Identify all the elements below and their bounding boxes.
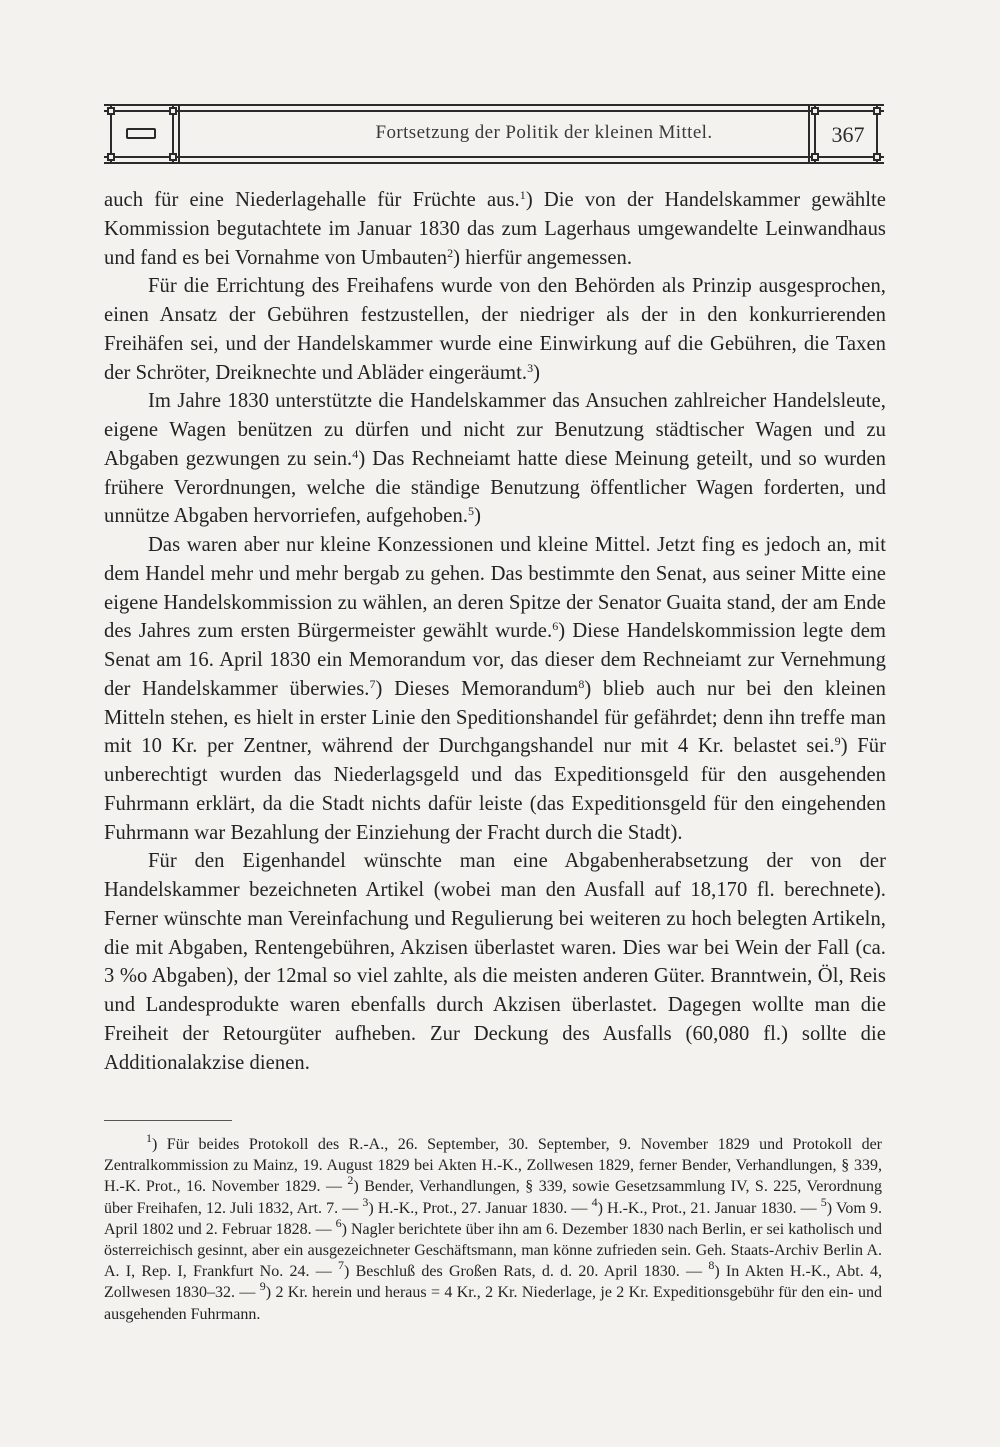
footnote-divider	[104, 1120, 232, 1121]
paragraph	[104, 186, 886, 272]
page-title: Fortsetzung der Politik der kleinen Mittel.	[375, 122, 713, 143]
paragraph	[104, 847, 886, 1077]
footnote-marker: 7	[369, 676, 376, 691]
footnote-marker: 5	[820, 1194, 827, 1209]
text-run: Für den Eigenhandel wünschte man eine Abgabenherabsetzung der von der Handelskammer bezeichneten Artikel (wobei man den Ausfall auf 18,170 fl. berechnete). Ferner wünschte man Vereinfachung und Regulierung bei weiteren zu hoch belegten Artikeln, die mit Abgaben, Rentengebühren, Akzisen überlastet waren. Dies war bei Wein der Fall (ca. 3 %o Abgaben), der 12mal so viel zahlte, als die meisten anderen Güter. Branntwein, Öl, Reis und Landesprodukte waren ebenfalls durch Akzisen überlastet. Dagegen wollte man die Freiheit der Retourgüter aufheben. Zur Deckung des Ausfalls (60,080 fl.) sollte die Additionalakzise dienen.	[104, 850, 886, 1074]
paragraph	[104, 531, 886, 847]
text-run: ) H.-K., Prot., 21. Januar 1830. —	[597, 1199, 821, 1217]
footnote-marker: 3	[362, 1194, 369, 1209]
text-run: ) Für beides Protokoll des R.-A., 26. September, 30. September, 9. November 1829 und Protokoll der Zentralkommission zu Mainz, 19. August 1829 bei Akten H.-K., Zollwesen 1829, ferner Bender, Verhandlungen, § 339, H.-K. Prot., 16. November 1829. —	[104, 1136, 882, 1196]
paragraph	[104, 387, 886, 531]
text-run: auch für eine Niederlagehalle für Früchte aus.	[104, 189, 520, 211]
footnote-marker: 1	[146, 1131, 152, 1145]
text-run: Im Jahre 1830 unterstützte die Handelskammer das Ansuchen zahlreicher Handelsleute, eigene Wagen benützen zu dürfen und nicht zur Benutzung städtischer Wagen und zu Abgaben gezwungen zu sein.	[104, 390, 886, 470]
text-run: ) Nagler berichtete über ihn am 6. Dezember 1830 nach Berlin, er sei katholisch und österreichisch gesinnt, aber ein ausgezeichneter Geschäftsmann, man könne zufrieden sein. Geh. Staats-Archiv Berlin A. A. I, Rep. I, Frankfurt No. 24. —	[104, 1220, 883, 1281]
text-run: ) Diese Handelskommission legte dem Senat am 16. April 1830 ein Memorandum vor, das dieser dem Rechneiamt zur Vernehmung der Handelskammer überwies.	[104, 620, 887, 700]
footnote-marker: 9	[834, 734, 841, 749]
text-run: )	[474, 505, 481, 528]
text-run: ) Für unberechtigt wurden das Niederlagsgeld und das Expeditionsgeld für den ausgehenden Fuhrmann erklärt, da die Stadt nichts dafür leiste (das Expeditionsgeld für den eingehenden Fuhrmann war Bezahlung der Einziehung der Fracht durch die Stadt).	[104, 735, 886, 844]
footnote-marker: 8	[578, 676, 585, 691]
text-run: ) Vom 9. April 1802 und 2. Februar 1828. —	[104, 1199, 883, 1238]
text-run: ) blieb auch nur bei den kleinen Mitteln stehen, es hielt in erster Linie den Speditionshandel für gefährdet; denn ihn treffe man mit 10 Kr. per Zentner, während der Durchgangshandel nur mit 4 Kr. belastet sei.	[104, 677, 887, 758]
footnote-marker: 4	[352, 446, 359, 461]
footnote-marker: 5	[468, 504, 475, 519]
footnote-marker: 2	[447, 245, 454, 260]
footnote-marker: 2	[347, 1173, 354, 1188]
text-run: )	[533, 361, 541, 384]
footnote-block	[104, 1131, 883, 1325]
text-run: Das waren aber nur kleine Konzessionen und kleine Mittel. Jetzt fing es jedoch an, mit dem Handel mehr und mehr bergab zu gehen. Das bestimmte den Senat, aus seiner Mitte eine eigene Handelskommission zu wählen, an deren Spitze der Senator Guaita stand, der am Ende des Jahres zum ersten Bürgermeister gewählt wurde.	[104, 534, 886, 643]
running-header	[104, 104, 884, 164]
header-ornament	[126, 128, 156, 139]
page-number: 367	[831, 122, 865, 147]
footnote-marker: 6	[552, 619, 559, 634]
text-run: ) hierfür angemessen.	[453, 246, 633, 269]
text-run: ) Beschluß des Großen Rats, d. d. 20. April 1830. —	[344, 1263, 709, 1281]
footnote-marker: 9	[259, 1279, 266, 1294]
footnote-marker: 6	[335, 1215, 342, 1230]
footnote-marker: 4	[591, 1194, 598, 1209]
body-text	[104, 186, 886, 1077]
text-run: ) H.-K., Prot., 27. Januar 1830. —	[368, 1199, 592, 1217]
text-run: ) 2 Kr. herein und heraus = 4 Kr., 2 Kr. Niederlage, je 2 Kr. Expeditionsgebühr für den ein- und ausgehenden Fuhrmann.	[104, 1284, 882, 1323]
text-run: Für die Errichtung des Freihafens wurde von den Behörden als Prinzip ausgesprochen, einen Ansatz der Gebühren festzustellen, der niedriger als der in den konkurrierenden Freihäfen sei, und der Handelskammer wurde eine Einwirkung auf die Gebühren, die Taxen der Schröter, Dreiknechte und Abläder eingeräumt.	[104, 275, 886, 384]
text-run: ) Die von der Handelskammer gewählte Kommission begutachtete im Januar 1830 das zum Lagerhaus umgewandelte Leinwandhaus und fand es bei Vornahme von Umbauten	[104, 189, 886, 269]
text-run: ) Bender, Verhandlungen, § 339, sowie Gesetzsammlung IV, S. 225, Verordnung über Freihafen, 12. Juli 1832, Art. 7. —	[104, 1178, 883, 1217]
text-run: ) Dieses Memorandum	[375, 677, 579, 700]
text-run: ) In Akten H.-K., Abt. 4, Zollwesen 1830–32. —	[104, 1263, 883, 1302]
footnote-marker: 7	[338, 1258, 344, 1273]
footnotes	[104, 1131, 883, 1325]
paragraph	[104, 272, 886, 387]
footnote-marker: 1	[519, 188, 526, 202]
text-run: ) Das Rechneiamt hatte diese Meinung geteilt, und so wurden frühere Verordnungen, welche die ständige Benutzung öffentlicher Wagen forderten, und unnütze Abgaben hervorriefen, aufgehoben.	[104, 447, 887, 528]
footnote-marker: 8	[708, 1258, 715, 1273]
footnote-marker: 3	[527, 360, 534, 375]
